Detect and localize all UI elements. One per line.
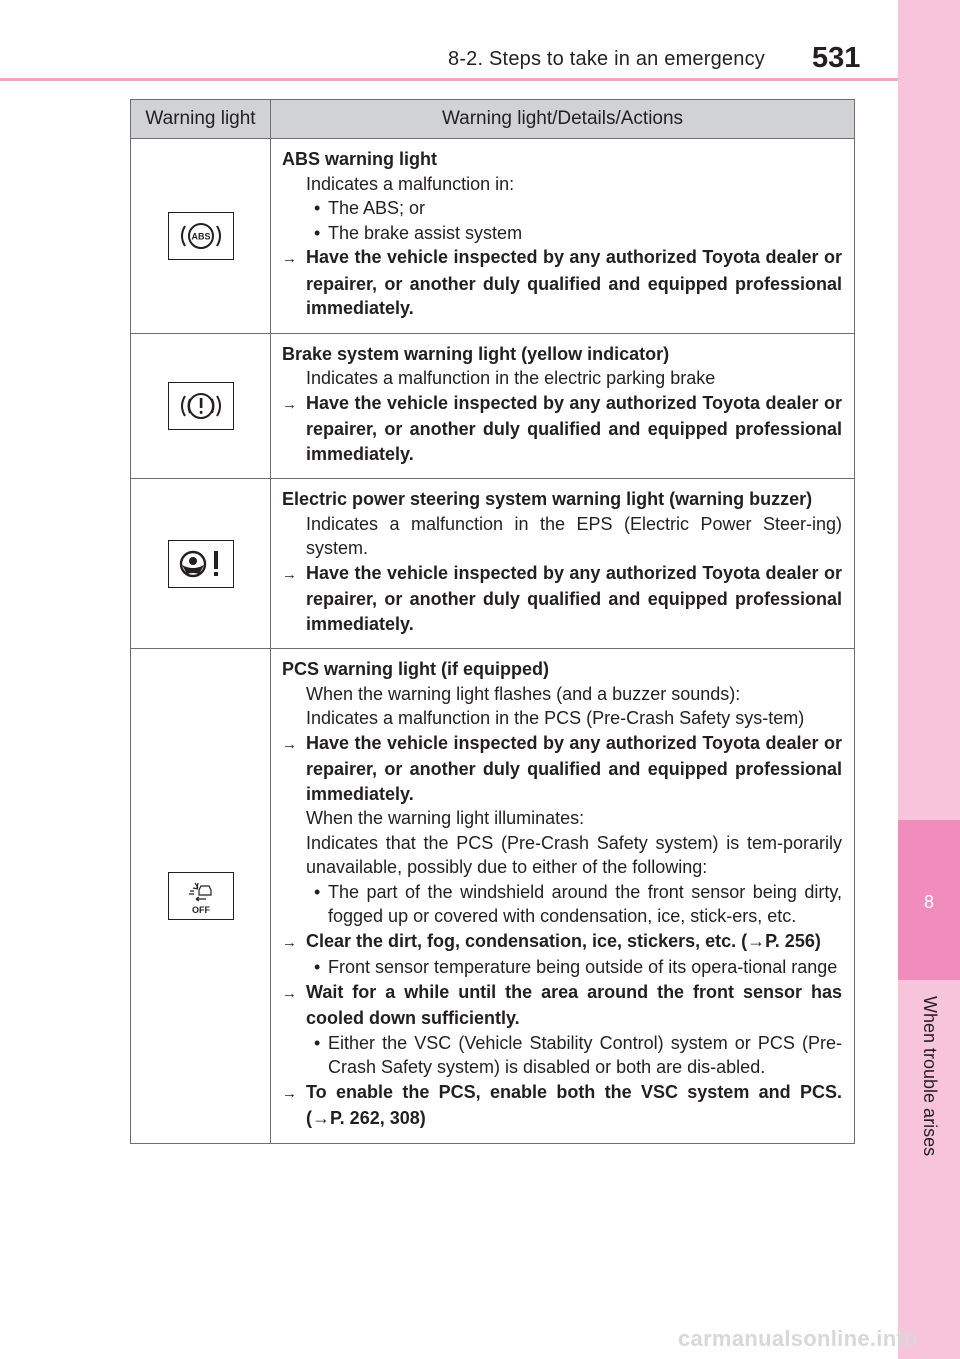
chapter-number-tab[interactable] bbox=[898, 820, 960, 980]
bullet-item: • The brake assist system bbox=[282, 221, 842, 246]
action-item: → Have the vehicle inspected by any authorized Toyota dealer or repairer, or another duly qualified and equipped professional immediately. bbox=[282, 731, 842, 807]
chapter-number: 8 bbox=[923, 892, 934, 912]
action-item: → Have the vehicle inspected by any authorized Toyota dealer or repairer, or another duly qualified and equipped professional immediately. bbox=[282, 391, 842, 467]
abs-warning-icon bbox=[168, 212, 234, 260]
detail-text: Indicates a malfunction in the EPS (Electric Power Steer-ing) system. bbox=[306, 513, 842, 558]
table-row bbox=[131, 139, 855, 334]
chapter-label: When trouble arises bbox=[920, 996, 940, 1157]
page-number: 531 bbox=[812, 42, 861, 74]
pcs-off-warning-icon bbox=[168, 872, 234, 920]
action-item: → Have the vehicle inspected by any authorized Toyota dealer or repairer, or another duly qualified and equipped professional immediately. bbox=[282, 561, 842, 637]
table-row bbox=[131, 479, 855, 649]
detail-text: Indicates a malfunction in the electric parking brake bbox=[306, 368, 716, 388]
detail-text: Indicates a malfunction in the PCS (Pre-Crash Safety sys-tem) bbox=[306, 708, 805, 728]
column-header-details: Warning light/Details/Actions bbox=[271, 100, 855, 139]
header-rule bbox=[0, 78, 898, 81]
bullet-item: • The part of the windshield around the front sensor being dirty, fogged up or covered with condensation, ice, stick-ers, etc. bbox=[282, 880, 842, 929]
detail-text: Indicates a malfunction in: bbox=[306, 173, 515, 194]
power-steering-warning-icon bbox=[168, 540, 234, 588]
watermark: carmanualsonline.info bbox=[678, 1326, 918, 1351]
warning-title: PCS warning light (if equipped) bbox=[282, 659, 549, 679]
column-header-warning-light: Warning light bbox=[131, 100, 271, 139]
section-title: 8-2. Steps to take in an emergency bbox=[448, 48, 765, 70]
warning-title: ABS warning light bbox=[282, 149, 437, 169]
bullet-item: • The ABS; or bbox=[282, 196, 842, 221]
table-header-row bbox=[131, 100, 855, 139]
action-item: → To enable the PCS, enable both the VSC system and PCS. (→P. 262, 308) bbox=[282, 1080, 842, 1131]
brake-system-warning-icon bbox=[168, 382, 234, 430]
warning-light-table bbox=[130, 99, 855, 1144]
pcs-icon-text: OFF bbox=[191, 904, 210, 915]
table-row bbox=[131, 333, 855, 479]
action-item: → Have the vehicle inspected by any authorized Toyota dealer or repairer, or another duly qualified and equipped professional immediately. bbox=[282, 245, 842, 321]
abs-icon-text: ABS bbox=[190, 231, 211, 242]
warning-title: Brake system warning light (yellow indicator) bbox=[282, 343, 670, 364]
bullet-item: • Front sensor temperature being outside of its opera-tional range bbox=[282, 955, 842, 980]
bullet-item: • Either the VSC (Vehicle Stability Control) system or PCS (Pre-Crash Safety system) is disabled or both are dis-abled. bbox=[282, 1031, 842, 1080]
warning-title: Electric power steering system warning light (warning buzzer) bbox=[282, 489, 813, 509]
action-item: → Wait for a while until the area around the front sensor has cooled down sufficiently. bbox=[282, 980, 842, 1031]
detail-text: Indicates that the PCS (Pre-Crash Safety system) is tem-porarily unavailable, possibly due to either of the following: bbox=[306, 832, 842, 877]
detail-text: When the warning light illuminates: bbox=[306, 808, 585, 828]
detail-text: When the warning light flashes (and a buzzer sounds): bbox=[306, 683, 741, 704]
table-row bbox=[131, 649, 855, 1144]
action-item: → Clear the dirt, fog, condensation, ice, stickers, etc. (→P. 256) bbox=[282, 929, 842, 956]
